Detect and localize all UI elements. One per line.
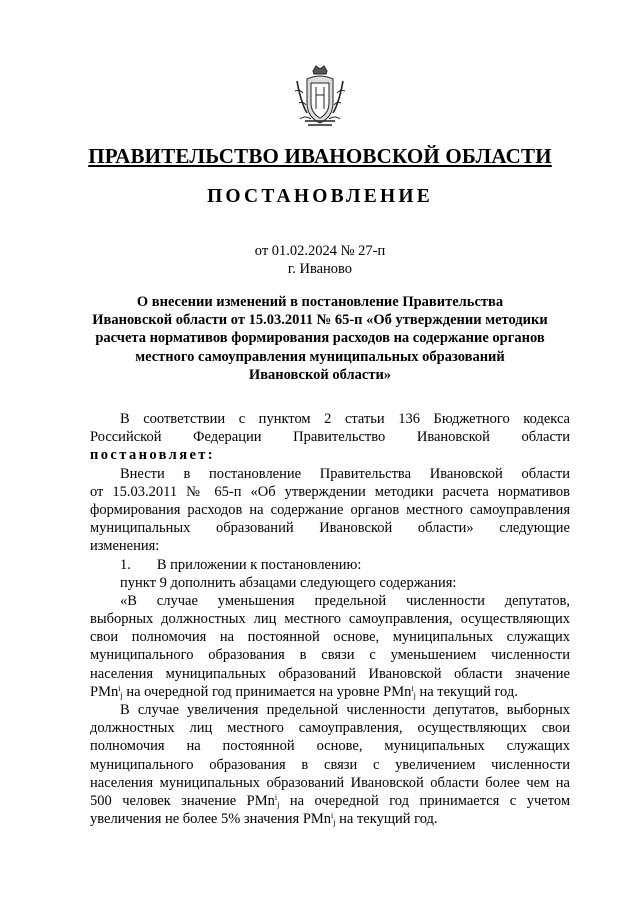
subject-line: местного самоуправления муниципальных образований xyxy=(135,348,505,365)
formula-symbol: PMn xyxy=(90,683,119,700)
formula-text: на очередной год принимается с учетом xyxy=(279,792,570,809)
subject-line: Ивановской области от 15.03.2011 № 65-п «Об утверждении методики xyxy=(92,312,548,329)
quote-line: В случае увеличения предельной численности депутатов, выборных xyxy=(120,702,570,718)
quote-line: выборных должностных лиц местного самоуправления, осуществляющих xyxy=(90,611,570,628)
formula-sub: j xyxy=(277,799,280,809)
coat-of-arms-emblem xyxy=(293,63,347,130)
formula-text: на очередной год принимается на уровне xyxy=(122,683,384,700)
body-line: Внести в постановление Правительства Ивановской области xyxy=(120,465,570,482)
body-line: муниципальных образований Ивановской области» следующие xyxy=(90,520,570,537)
quote-line: муниципального образования в связи с уменьшением численности xyxy=(90,647,570,664)
formula-symbol: PMn xyxy=(383,683,412,700)
subject-line: расчета нормативов формирования расходов на содержание органов xyxy=(95,330,545,347)
quote-line: «В случае уменьшения предельной численности депутатов, xyxy=(120,592,570,609)
formula-text: на текущий год. xyxy=(335,811,438,828)
item-1-number: 1. xyxy=(120,556,131,573)
item-1-text: В приложении к постановлению: xyxy=(156,556,362,573)
subject-line: О внесении изменений в постановление Правительства xyxy=(136,294,504,310)
formula-sub: j xyxy=(413,690,416,700)
quote-line: должностных лиц местного самоуправления, осуществляющих свои xyxy=(90,720,570,737)
formula-sup: i xyxy=(118,683,121,693)
item-1-line xyxy=(90,556,570,574)
document-type-heading: ПОСТАНОВЛЕНИЕ xyxy=(207,186,433,207)
formula-sup: i xyxy=(411,683,414,693)
formula-symbol: PMn xyxy=(302,811,332,828)
quote-line: свои полномочия на постоянной основе, муниципальных служащих xyxy=(90,629,570,646)
formula-sub: j xyxy=(120,690,123,700)
formula-text: на текущий год. xyxy=(415,683,518,700)
formula-sup: i xyxy=(331,811,334,821)
body-line: пункт 9 дополнить абзацами следующего содержания: xyxy=(120,574,457,591)
body-line: изменения: xyxy=(90,538,160,555)
quote-line-formula xyxy=(90,792,570,810)
document-subject xyxy=(92,293,548,384)
formula-sup: i xyxy=(274,792,278,802)
quote-line: населения муниципальных образований Ивановской области более чем на xyxy=(90,774,570,791)
body-line: Российской Федерации Правительство Ивановской области xyxy=(90,429,570,446)
formula-symbol: PMn xyxy=(246,792,275,809)
formula-sub: j xyxy=(333,818,336,828)
document-date-number: от 01.02.2024 № 27-п xyxy=(254,243,386,259)
quote-line-formula xyxy=(90,810,570,828)
document-body xyxy=(90,410,570,828)
body-line: от 15.03.2011 № 65-п «Об утверждении методики расчета нормативов xyxy=(90,483,570,500)
body-line: В соответствии с пунктом 2 статьи 136 Бюджетного кодекса xyxy=(120,411,570,427)
quote-line: полномочия на постоянной основе, муниципальных служащих xyxy=(90,738,570,755)
decree-word: постановляет: xyxy=(90,447,216,464)
body-line: формирования расходов на содержание органов местного самоуправления xyxy=(90,501,570,518)
quote-line: муниципального образования в связи с увеличением численности xyxy=(90,756,570,773)
document-city: г. Иваново xyxy=(287,261,353,277)
quote-line: населения муниципальных образований Ивановской области значение xyxy=(90,665,570,682)
government-title: ПРАВИТЕЛЬСТВО ИВАНОВСКОЙ ОБЛАСТИ xyxy=(88,144,552,168)
subject-line: Ивановской области» xyxy=(248,366,392,383)
formula-text: 500 человек значение xyxy=(90,792,247,809)
decree-word-line xyxy=(90,446,570,464)
quote-line-formula xyxy=(90,683,570,701)
formula-text: увеличения не более 5% значения xyxy=(90,811,303,828)
